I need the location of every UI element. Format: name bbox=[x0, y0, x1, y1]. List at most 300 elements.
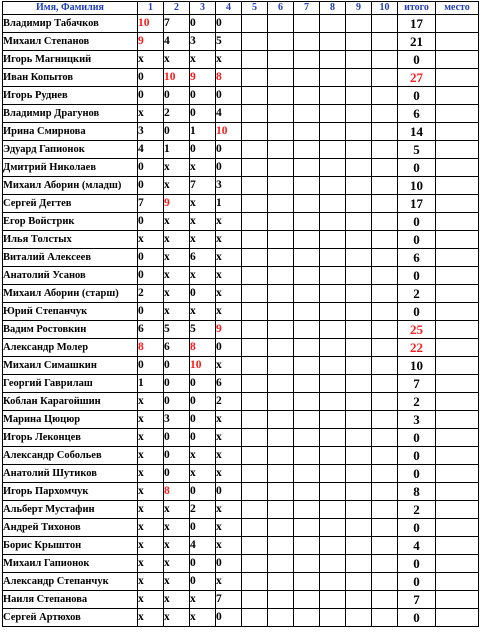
score-round-5 bbox=[242, 51, 268, 69]
score-round-6 bbox=[268, 87, 294, 105]
score-round-1: x bbox=[138, 51, 164, 69]
score-round-10 bbox=[372, 375, 398, 393]
score-round-1: 8 bbox=[138, 339, 164, 357]
score-round-8 bbox=[320, 231, 346, 249]
score-round-1: x bbox=[138, 231, 164, 249]
score-round-3: 0 bbox=[190, 573, 216, 591]
score-round-5 bbox=[242, 195, 268, 213]
participant-name: Александр Молер bbox=[3, 339, 138, 357]
score-round-3: 0 bbox=[190, 393, 216, 411]
score-round-6 bbox=[268, 339, 294, 357]
participant-name: Дмитрий Николаев bbox=[3, 159, 138, 177]
score-round-1: 3 bbox=[138, 123, 164, 141]
score-round-6 bbox=[268, 573, 294, 591]
score-round-6 bbox=[268, 609, 294, 627]
score-round-4: 0 bbox=[216, 609, 242, 627]
score-round-7 bbox=[294, 285, 320, 303]
score-round-4: x bbox=[216, 429, 242, 447]
score-round-3: 7 bbox=[190, 177, 216, 195]
total-score: 7 bbox=[398, 375, 436, 393]
score-round-7 bbox=[294, 159, 320, 177]
score-round-5 bbox=[242, 465, 268, 483]
header-name: Имя, Фамилия bbox=[3, 2, 138, 15]
score-round-4: x bbox=[216, 357, 242, 375]
score-round-4: 4 bbox=[216, 105, 242, 123]
total-score: 2 bbox=[398, 501, 436, 519]
score-round-1: 0 bbox=[138, 159, 164, 177]
score-round-1: 1 bbox=[138, 375, 164, 393]
participant-name: Марина Цюцюр bbox=[3, 411, 138, 429]
score-round-5 bbox=[242, 375, 268, 393]
participant-name: Михаил Симашкин bbox=[3, 357, 138, 375]
score-round-3: x bbox=[190, 447, 216, 465]
table-row bbox=[3, 285, 479, 303]
score-round-10 bbox=[372, 15, 398, 33]
table-row bbox=[3, 501, 479, 519]
participant-name: Александр Собольев bbox=[3, 447, 138, 465]
score-round-3: 4 bbox=[190, 537, 216, 555]
score-round-9 bbox=[346, 195, 372, 213]
score-round-10 bbox=[372, 123, 398, 141]
total-score: 0 bbox=[398, 51, 436, 69]
participant-name: Владимир Драгунов bbox=[3, 105, 138, 123]
score-round-9 bbox=[346, 465, 372, 483]
score-round-6 bbox=[268, 321, 294, 339]
place-cell bbox=[436, 51, 479, 69]
score-round-2: 7 bbox=[164, 15, 190, 33]
score-round-10 bbox=[372, 609, 398, 627]
score-round-4: x bbox=[216, 285, 242, 303]
score-round-2: x bbox=[164, 573, 190, 591]
participant-name: Игорь Магницкий bbox=[3, 51, 138, 69]
header-round-4: 4 bbox=[216, 2, 242, 15]
score-round-4: x bbox=[216, 465, 242, 483]
score-round-10 bbox=[372, 141, 398, 159]
score-round-10 bbox=[372, 357, 398, 375]
score-round-3: x bbox=[190, 231, 216, 249]
score-round-1: 0 bbox=[138, 303, 164, 321]
score-round-8 bbox=[320, 123, 346, 141]
score-round-10 bbox=[372, 69, 398, 87]
table-row bbox=[3, 339, 479, 357]
score-round-8 bbox=[320, 429, 346, 447]
score-round-5 bbox=[242, 123, 268, 141]
participant-name: Игорь Пархомчук bbox=[3, 483, 138, 501]
score-round-5 bbox=[242, 303, 268, 321]
score-round-7 bbox=[294, 213, 320, 231]
score-round-1: 9 bbox=[138, 33, 164, 51]
score-round-7 bbox=[294, 501, 320, 519]
score-round-1: x bbox=[138, 393, 164, 411]
score-round-5 bbox=[242, 69, 268, 87]
place-cell bbox=[436, 501, 479, 519]
score-round-9 bbox=[346, 213, 372, 231]
score-round-9 bbox=[346, 87, 372, 105]
total-score: 0 bbox=[398, 609, 436, 627]
participant-name: Андрей Тихонов bbox=[3, 519, 138, 537]
score-round-1: x bbox=[138, 447, 164, 465]
total-score: 6 bbox=[398, 249, 436, 267]
score-round-5 bbox=[242, 159, 268, 177]
score-round-6 bbox=[268, 15, 294, 33]
total-score: 7 bbox=[398, 591, 436, 609]
score-round-6 bbox=[268, 447, 294, 465]
score-round-3: 3 bbox=[190, 33, 216, 51]
participant-name: Михаил Аборин (старш) bbox=[3, 285, 138, 303]
score-round-7 bbox=[294, 321, 320, 339]
score-round-2: x bbox=[164, 537, 190, 555]
total-score: 0 bbox=[398, 447, 436, 465]
score-round-5 bbox=[242, 267, 268, 285]
score-round-8 bbox=[320, 339, 346, 357]
table-row bbox=[3, 87, 479, 105]
table-row bbox=[3, 249, 479, 267]
score-round-10 bbox=[372, 519, 398, 537]
score-round-8 bbox=[320, 609, 346, 627]
score-round-4: x bbox=[216, 573, 242, 591]
score-round-8 bbox=[320, 573, 346, 591]
score-round-4: 0 bbox=[216, 483, 242, 501]
score-round-7 bbox=[294, 591, 320, 609]
participant-name: Михаил Степанов bbox=[3, 33, 138, 51]
score-round-1: 2 bbox=[138, 285, 164, 303]
participant-name: Георгий Гаврилаш bbox=[3, 375, 138, 393]
total-score: 0 bbox=[398, 303, 436, 321]
score-round-2: x bbox=[164, 177, 190, 195]
score-round-4: x bbox=[216, 411, 242, 429]
score-round-2: x bbox=[164, 231, 190, 249]
score-round-4: x bbox=[216, 231, 242, 249]
score-round-1: 0 bbox=[138, 87, 164, 105]
table-row bbox=[3, 555, 479, 573]
participant-name: Игорь Леконцев bbox=[3, 429, 138, 447]
score-round-9 bbox=[346, 15, 372, 33]
score-round-4: x bbox=[216, 501, 242, 519]
score-round-10 bbox=[372, 105, 398, 123]
score-round-7 bbox=[294, 141, 320, 159]
score-round-7 bbox=[294, 465, 320, 483]
total-score: 0 bbox=[398, 231, 436, 249]
score-round-3: 0 bbox=[190, 15, 216, 33]
place-cell bbox=[436, 231, 479, 249]
participant-name: Эдуард Гапионок bbox=[3, 141, 138, 159]
score-round-1: x bbox=[138, 501, 164, 519]
score-round-5 bbox=[242, 177, 268, 195]
score-round-10 bbox=[372, 195, 398, 213]
score-round-9 bbox=[346, 429, 372, 447]
score-round-2: 8 bbox=[164, 483, 190, 501]
place-cell bbox=[436, 267, 479, 285]
place-cell bbox=[436, 447, 479, 465]
total-score: 0 bbox=[398, 159, 436, 177]
score-round-8 bbox=[320, 375, 346, 393]
score-round-7 bbox=[294, 249, 320, 267]
score-round-3: 2 bbox=[190, 501, 216, 519]
score-round-6 bbox=[268, 267, 294, 285]
table-row bbox=[3, 213, 479, 231]
score-round-4: 0 bbox=[216, 87, 242, 105]
score-round-2: x bbox=[164, 159, 190, 177]
score-round-4: 1 bbox=[216, 195, 242, 213]
score-round-2: 9 bbox=[164, 195, 190, 213]
score-round-6 bbox=[268, 555, 294, 573]
place-cell bbox=[436, 195, 479, 213]
score-round-5 bbox=[242, 411, 268, 429]
score-round-9 bbox=[346, 555, 372, 573]
score-round-1: x bbox=[138, 609, 164, 627]
score-round-7 bbox=[294, 303, 320, 321]
score-round-3: 0 bbox=[190, 105, 216, 123]
score-round-2: x bbox=[164, 267, 190, 285]
score-round-7 bbox=[294, 105, 320, 123]
place-cell bbox=[436, 483, 479, 501]
score-round-2: x bbox=[164, 249, 190, 267]
score-round-2: 4 bbox=[164, 33, 190, 51]
score-round-9 bbox=[346, 303, 372, 321]
header-round-10: 10 bbox=[372, 2, 398, 15]
score-round-2: 0 bbox=[164, 447, 190, 465]
score-round-6 bbox=[268, 141, 294, 159]
score-round-4: 0 bbox=[216, 555, 242, 573]
header-round-6: 6 bbox=[268, 2, 294, 15]
score-round-9 bbox=[346, 123, 372, 141]
score-round-6 bbox=[268, 519, 294, 537]
score-round-7 bbox=[294, 339, 320, 357]
score-round-10 bbox=[372, 393, 398, 411]
score-round-3: 1 bbox=[190, 123, 216, 141]
score-round-4: x bbox=[216, 267, 242, 285]
score-round-8 bbox=[320, 483, 346, 501]
score-round-9 bbox=[346, 447, 372, 465]
score-round-6 bbox=[268, 69, 294, 87]
participant-name: Сергей Артюхов bbox=[3, 609, 138, 627]
score-round-6 bbox=[268, 357, 294, 375]
score-round-2: 6 bbox=[164, 339, 190, 357]
table-row bbox=[3, 141, 479, 159]
total-score: 0 bbox=[398, 267, 436, 285]
score-round-10 bbox=[372, 537, 398, 555]
participant-name: Анатолий Шутиков bbox=[3, 465, 138, 483]
score-round-8 bbox=[320, 285, 346, 303]
score-round-4: 5 bbox=[216, 33, 242, 51]
score-round-5 bbox=[242, 393, 268, 411]
score-round-10 bbox=[372, 411, 398, 429]
score-round-7 bbox=[294, 195, 320, 213]
total-score: 25 bbox=[398, 321, 436, 339]
score-round-10 bbox=[372, 573, 398, 591]
score-round-4: x bbox=[216, 537, 242, 555]
total-score: 17 bbox=[398, 195, 436, 213]
score-round-8 bbox=[320, 591, 346, 609]
total-score: 21 bbox=[398, 33, 436, 51]
score-round-10 bbox=[372, 483, 398, 501]
score-round-4: 0 bbox=[216, 15, 242, 33]
score-round-6 bbox=[268, 591, 294, 609]
participant-name: Егор Войстрик bbox=[3, 213, 138, 231]
score-round-9 bbox=[346, 51, 372, 69]
score-round-1: 0 bbox=[138, 177, 164, 195]
score-round-2: x bbox=[164, 519, 190, 537]
table-row bbox=[3, 609, 479, 627]
score-round-8 bbox=[320, 465, 346, 483]
score-round-3: 0 bbox=[190, 429, 216, 447]
score-round-3: 0 bbox=[190, 285, 216, 303]
score-round-10 bbox=[372, 429, 398, 447]
score-round-3: x bbox=[190, 213, 216, 231]
score-round-8 bbox=[320, 321, 346, 339]
score-round-2: x bbox=[164, 501, 190, 519]
place-cell bbox=[436, 249, 479, 267]
score-round-7 bbox=[294, 429, 320, 447]
table-row bbox=[3, 303, 479, 321]
table-row bbox=[3, 123, 479, 141]
header-round-7: 7 bbox=[294, 2, 320, 15]
score-round-4: 0 bbox=[216, 339, 242, 357]
score-round-10 bbox=[372, 285, 398, 303]
score-round-3: x bbox=[190, 195, 216, 213]
score-round-10 bbox=[372, 321, 398, 339]
score-round-7 bbox=[294, 519, 320, 537]
score-round-1: x bbox=[138, 519, 164, 537]
score-round-9 bbox=[346, 231, 372, 249]
score-round-9 bbox=[346, 339, 372, 357]
header-round-1: 1 bbox=[138, 2, 164, 15]
score-round-6 bbox=[268, 159, 294, 177]
score-round-3: 0 bbox=[190, 519, 216, 537]
place-cell bbox=[436, 213, 479, 231]
table-row bbox=[3, 321, 479, 339]
participant-name: Вадим Ростовкин bbox=[3, 321, 138, 339]
score-round-5 bbox=[242, 447, 268, 465]
score-round-5 bbox=[242, 591, 268, 609]
score-round-10 bbox=[372, 33, 398, 51]
score-round-4: 0 bbox=[216, 159, 242, 177]
score-round-7 bbox=[294, 537, 320, 555]
score-round-1: x bbox=[138, 537, 164, 555]
score-round-8 bbox=[320, 15, 346, 33]
score-round-9 bbox=[346, 285, 372, 303]
place-cell bbox=[436, 33, 479, 51]
score-round-3: 0 bbox=[190, 483, 216, 501]
score-round-5 bbox=[242, 15, 268, 33]
place-cell bbox=[436, 555, 479, 573]
score-round-8 bbox=[320, 141, 346, 159]
score-round-2: 2 bbox=[164, 105, 190, 123]
score-round-5 bbox=[242, 213, 268, 231]
score-round-2: x bbox=[164, 303, 190, 321]
total-score: 8 bbox=[398, 483, 436, 501]
score-round-5 bbox=[242, 357, 268, 375]
score-round-1: 4 bbox=[138, 141, 164, 159]
score-round-6 bbox=[268, 375, 294, 393]
header-total: итого bbox=[398, 2, 436, 15]
score-round-8 bbox=[320, 537, 346, 555]
total-score: 10 bbox=[398, 357, 436, 375]
score-round-4: 6 bbox=[216, 375, 242, 393]
score-round-8 bbox=[320, 519, 346, 537]
score-round-8 bbox=[320, 33, 346, 51]
table-row bbox=[3, 393, 479, 411]
table-row bbox=[3, 465, 479, 483]
score-round-10 bbox=[372, 591, 398, 609]
score-round-6 bbox=[268, 213, 294, 231]
score-round-5 bbox=[242, 483, 268, 501]
place-cell bbox=[436, 393, 479, 411]
header-row bbox=[3, 2, 479, 15]
score-round-1: 6 bbox=[138, 321, 164, 339]
table-row bbox=[3, 519, 479, 537]
table-row bbox=[3, 429, 479, 447]
score-round-4: 9 bbox=[216, 321, 242, 339]
score-round-1: 7 bbox=[138, 195, 164, 213]
place-cell bbox=[436, 321, 479, 339]
score-round-3: x bbox=[190, 465, 216, 483]
score-round-8 bbox=[320, 303, 346, 321]
score-round-3: 5 bbox=[190, 321, 216, 339]
header-round-5: 5 bbox=[242, 2, 268, 15]
score-round-10 bbox=[372, 213, 398, 231]
total-score: 0 bbox=[398, 555, 436, 573]
place-cell bbox=[436, 609, 479, 627]
score-round-1: 0 bbox=[138, 69, 164, 87]
total-score: 0 bbox=[398, 87, 436, 105]
score-round-9 bbox=[346, 483, 372, 501]
score-round-6 bbox=[268, 195, 294, 213]
score-round-2: 3 bbox=[164, 411, 190, 429]
header-round-8: 8 bbox=[320, 2, 346, 15]
table-row bbox=[3, 177, 479, 195]
score-round-5 bbox=[242, 231, 268, 249]
score-round-8 bbox=[320, 267, 346, 285]
score-round-5 bbox=[242, 501, 268, 519]
score-round-10 bbox=[372, 231, 398, 249]
score-round-7 bbox=[294, 69, 320, 87]
place-cell bbox=[436, 105, 479, 123]
total-score: 0 bbox=[398, 573, 436, 591]
score-round-8 bbox=[320, 87, 346, 105]
place-cell bbox=[436, 159, 479, 177]
total-score: 0 bbox=[398, 213, 436, 231]
score-round-1: x bbox=[138, 573, 164, 591]
score-round-6 bbox=[268, 303, 294, 321]
score-round-8 bbox=[320, 159, 346, 177]
place-cell bbox=[436, 573, 479, 591]
score-round-6 bbox=[268, 411, 294, 429]
place-cell bbox=[436, 285, 479, 303]
place-cell bbox=[436, 537, 479, 555]
score-round-3: x bbox=[190, 609, 216, 627]
score-round-3: 0 bbox=[190, 141, 216, 159]
score-round-8 bbox=[320, 195, 346, 213]
score-round-7 bbox=[294, 555, 320, 573]
score-round-3: 10 bbox=[190, 357, 216, 375]
score-round-7 bbox=[294, 267, 320, 285]
participant-name: Борис Крыштон bbox=[3, 537, 138, 555]
score-round-4: 8 bbox=[216, 69, 242, 87]
total-score: 0 bbox=[398, 519, 436, 537]
score-round-9 bbox=[346, 375, 372, 393]
score-round-8 bbox=[320, 501, 346, 519]
participant-name: Юрий Степанчук bbox=[3, 303, 138, 321]
table-row bbox=[3, 15, 479, 33]
score-round-4: x bbox=[216, 249, 242, 267]
total-score: 6 bbox=[398, 105, 436, 123]
score-round-9 bbox=[346, 267, 372, 285]
place-cell bbox=[436, 15, 479, 33]
score-round-3: x bbox=[190, 159, 216, 177]
total-score: 0 bbox=[398, 429, 436, 447]
score-round-2: 1 bbox=[164, 141, 190, 159]
